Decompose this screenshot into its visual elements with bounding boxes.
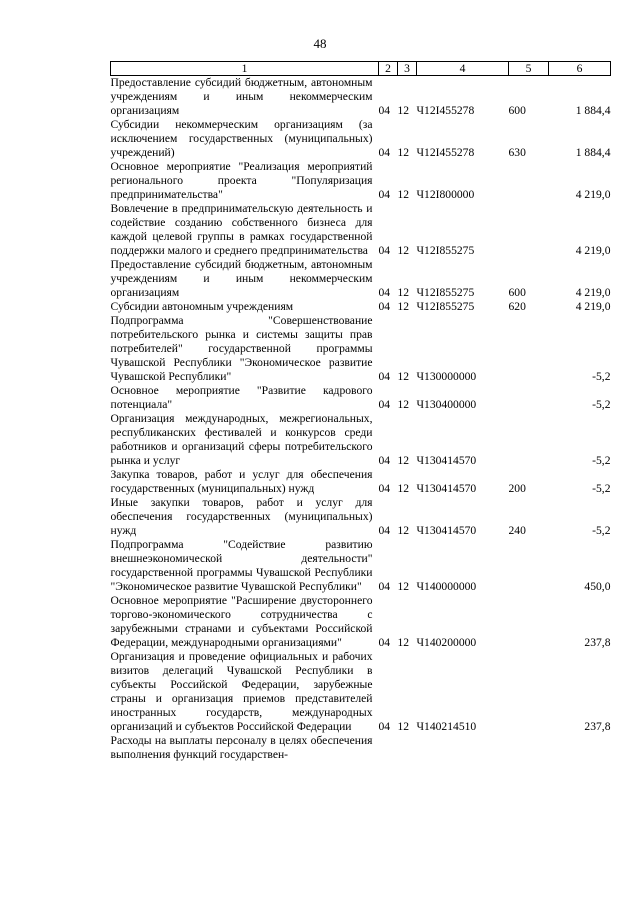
table-row xyxy=(111,734,611,762)
row-name: Предоставление субсидий бюджетным, автономным учреждениям и иным некоммерческим организациям xyxy=(110,258,373,299)
table-row xyxy=(111,160,611,202)
row-section: 04 xyxy=(378,398,391,411)
row-target-article: Ч140200000 xyxy=(416,636,477,649)
table-header-row xyxy=(111,62,611,76)
row-subsection: 12 xyxy=(397,580,410,593)
row-amount: 237,8 xyxy=(584,636,611,649)
row-target-article: Ч130414570 xyxy=(416,482,477,495)
col-header-amount: 6 xyxy=(549,62,611,76)
table-row xyxy=(111,258,611,300)
col-header-expense-type: 5 xyxy=(509,62,549,76)
row-name: Организация международных, межрегиональных, республиканских фестивалей и конкурсов среди работников и организаций сферы потребительского рынка и услуг xyxy=(110,412,373,467)
row-name: Вовлечение в предпринимательскую деятельность и содействие созданию собственного бизнеса для каждой целевой группы в рамках государственной поддержки малого и среднего предпринимательства xyxy=(110,202,373,257)
row-subsection: 12 xyxy=(397,524,410,537)
row-target-article: Ч12I855275 xyxy=(416,244,475,257)
col-header-section: 2 xyxy=(379,62,398,76)
row-amount: 1 884,4 xyxy=(575,146,611,159)
row-expense-type xyxy=(509,160,549,202)
row-name: Основное мероприятие "Реализация мероприятий регионального проекта "Популяризация предпринимательства" xyxy=(110,160,373,201)
row-name: Основное мероприятие "Развитие кадрового потенциала" xyxy=(110,384,373,411)
col-header-name: 1 xyxy=(111,62,379,76)
row-target-article: Ч140000000 xyxy=(416,580,477,593)
row-name: Предоставление субсидий бюджетным, автономным учреждениям и иным некоммерческим организациям xyxy=(110,76,373,117)
row-expense-type: 630 xyxy=(508,146,526,159)
col-header-subsection: 3 xyxy=(398,62,417,76)
row-subsection: 12 xyxy=(397,286,410,299)
row-section: 04 xyxy=(378,454,391,467)
row-expense-type xyxy=(509,734,549,762)
table-row xyxy=(111,412,611,468)
row-section: 04 xyxy=(378,720,391,733)
row-section: 04 xyxy=(378,636,391,649)
row-name: Подпрограмма "Совершенствование потребительского рынка и системы защиты прав потребителей" государственной программы Чувашской Республики "Экономическое развитие Чувашской Республики" xyxy=(110,314,373,383)
row-name: Подпрограмма "Содействие развитию внешнеэкономической деятельности" государственной программы Чувашской Республики "Экономическое развитие Чувашской Республики" xyxy=(110,538,373,593)
row-section: 04 xyxy=(378,104,391,117)
row-expense-type: 600 xyxy=(508,104,526,117)
row-section: 04 xyxy=(378,580,391,593)
table-row xyxy=(111,76,611,119)
row-amount: -5,2 xyxy=(592,454,611,467)
row-amount: -5,2 xyxy=(592,398,611,411)
row-expense-type xyxy=(509,384,549,412)
row-subsection xyxy=(398,734,417,762)
row-target-article: Ч12I800000 xyxy=(416,188,475,201)
row-target-article: Ч12I855275 xyxy=(416,286,475,299)
row-target-article: Ч130000000 xyxy=(416,370,477,383)
row-expense-type: 600 xyxy=(508,286,526,299)
budget-table xyxy=(110,61,611,762)
row-target-article xyxy=(417,734,509,762)
row-target-article: Ч12I455278 xyxy=(416,104,475,117)
row-expense-type xyxy=(509,202,549,258)
table-row xyxy=(111,496,611,538)
row-expense-type xyxy=(509,650,549,734)
row-amount: 4 219,0 xyxy=(575,188,611,201)
row-amount xyxy=(549,734,611,762)
row-name: Организация и проведение официальных и рабочих визитов делегаций Чувашской Республики в субъекты Российской Федерации, зарубежные страны и организация приемов представителей иностранных государств, международных организаций и субъектов Российской Федерации xyxy=(110,650,373,733)
row-section: 04 xyxy=(378,188,391,201)
row-name: Основное мероприятие "Расширение двустороннего торгово-экономического сотрудничества с зарубежными странами и субъектами Российской Федерации, международными организациями" xyxy=(110,594,373,649)
row-amount: 4 219,0 xyxy=(575,286,611,299)
row-amount: 1 884,4 xyxy=(575,104,611,117)
row-subsection: 12 xyxy=(397,636,410,649)
table-row xyxy=(111,468,611,496)
row-expense-type xyxy=(509,594,549,650)
row-target-article: Ч140214510 xyxy=(416,720,477,733)
row-subsection: 12 xyxy=(397,454,410,467)
row-amount: -5,2 xyxy=(592,524,611,537)
row-target-article: Ч130414570 xyxy=(416,524,477,537)
table-row xyxy=(111,384,611,412)
table-row xyxy=(111,118,611,160)
table-row xyxy=(111,650,611,734)
row-expense-type xyxy=(509,538,549,594)
row-subsection: 12 xyxy=(397,146,410,159)
row-section: 04 xyxy=(378,286,391,299)
row-subsection: 12 xyxy=(397,370,410,383)
row-name: Закупка товаров, работ и услуг для обеспечения государственных (муниципальных) нужд xyxy=(110,468,373,495)
row-subsection: 12 xyxy=(397,482,410,495)
row-subsection: 12 xyxy=(397,188,410,201)
table-row xyxy=(111,202,611,258)
row-name: Субсидии автономным учреждениям xyxy=(110,300,294,313)
row-amount: 450,0 xyxy=(584,580,611,593)
row-expense-type xyxy=(509,314,549,384)
row-expense-type: 620 xyxy=(508,300,526,313)
row-subsection: 12 xyxy=(397,720,410,733)
row-section: 04 xyxy=(378,482,391,495)
table-row xyxy=(111,538,611,594)
row-target-article: Ч12I855275 xyxy=(416,300,475,313)
table-row xyxy=(111,594,611,650)
row-section: 04 xyxy=(378,244,391,257)
table-row xyxy=(111,314,611,384)
row-name: Расходы на выплаты персоналу в целях обеспечения выполнения функций государствен- xyxy=(110,734,373,761)
row-name: Субсидии некоммерческим организациям (за исключением государственных (муниципальных) учреждений) xyxy=(110,118,373,159)
row-subsection: 12 xyxy=(397,300,410,313)
row-amount: -5,2 xyxy=(592,482,611,495)
row-expense-type: 240 xyxy=(508,524,526,537)
row-section: 04 xyxy=(378,370,391,383)
row-expense-type xyxy=(509,412,549,468)
col-header-target-article: 4 xyxy=(417,62,509,76)
row-section: 04 xyxy=(378,146,391,159)
row-expense-type: 200 xyxy=(508,482,526,495)
row-subsection: 12 xyxy=(397,104,410,117)
row-section: 04 xyxy=(378,524,391,537)
row-amount: 237,8 xyxy=(584,720,611,733)
table-row xyxy=(111,300,611,314)
row-target-article: Ч130400000 xyxy=(416,398,477,411)
row-target-article: Ч130414570 xyxy=(416,454,477,467)
row-amount: -5,2 xyxy=(592,370,611,383)
row-target-article: Ч12I455278 xyxy=(416,146,475,159)
row-section: 04 xyxy=(378,300,391,313)
row-amount: 4 219,0 xyxy=(575,244,611,257)
table-body xyxy=(111,76,611,763)
row-subsection: 12 xyxy=(397,244,410,257)
row-name: Иные закупки товаров, работ и услуг для обеспечения государственных (муниципальных) нужд xyxy=(110,496,373,537)
row-amount: 4 219,0 xyxy=(575,300,611,313)
page-number: 48 xyxy=(313,36,327,51)
row-subsection: 12 xyxy=(397,398,410,411)
row-section xyxy=(379,734,398,762)
